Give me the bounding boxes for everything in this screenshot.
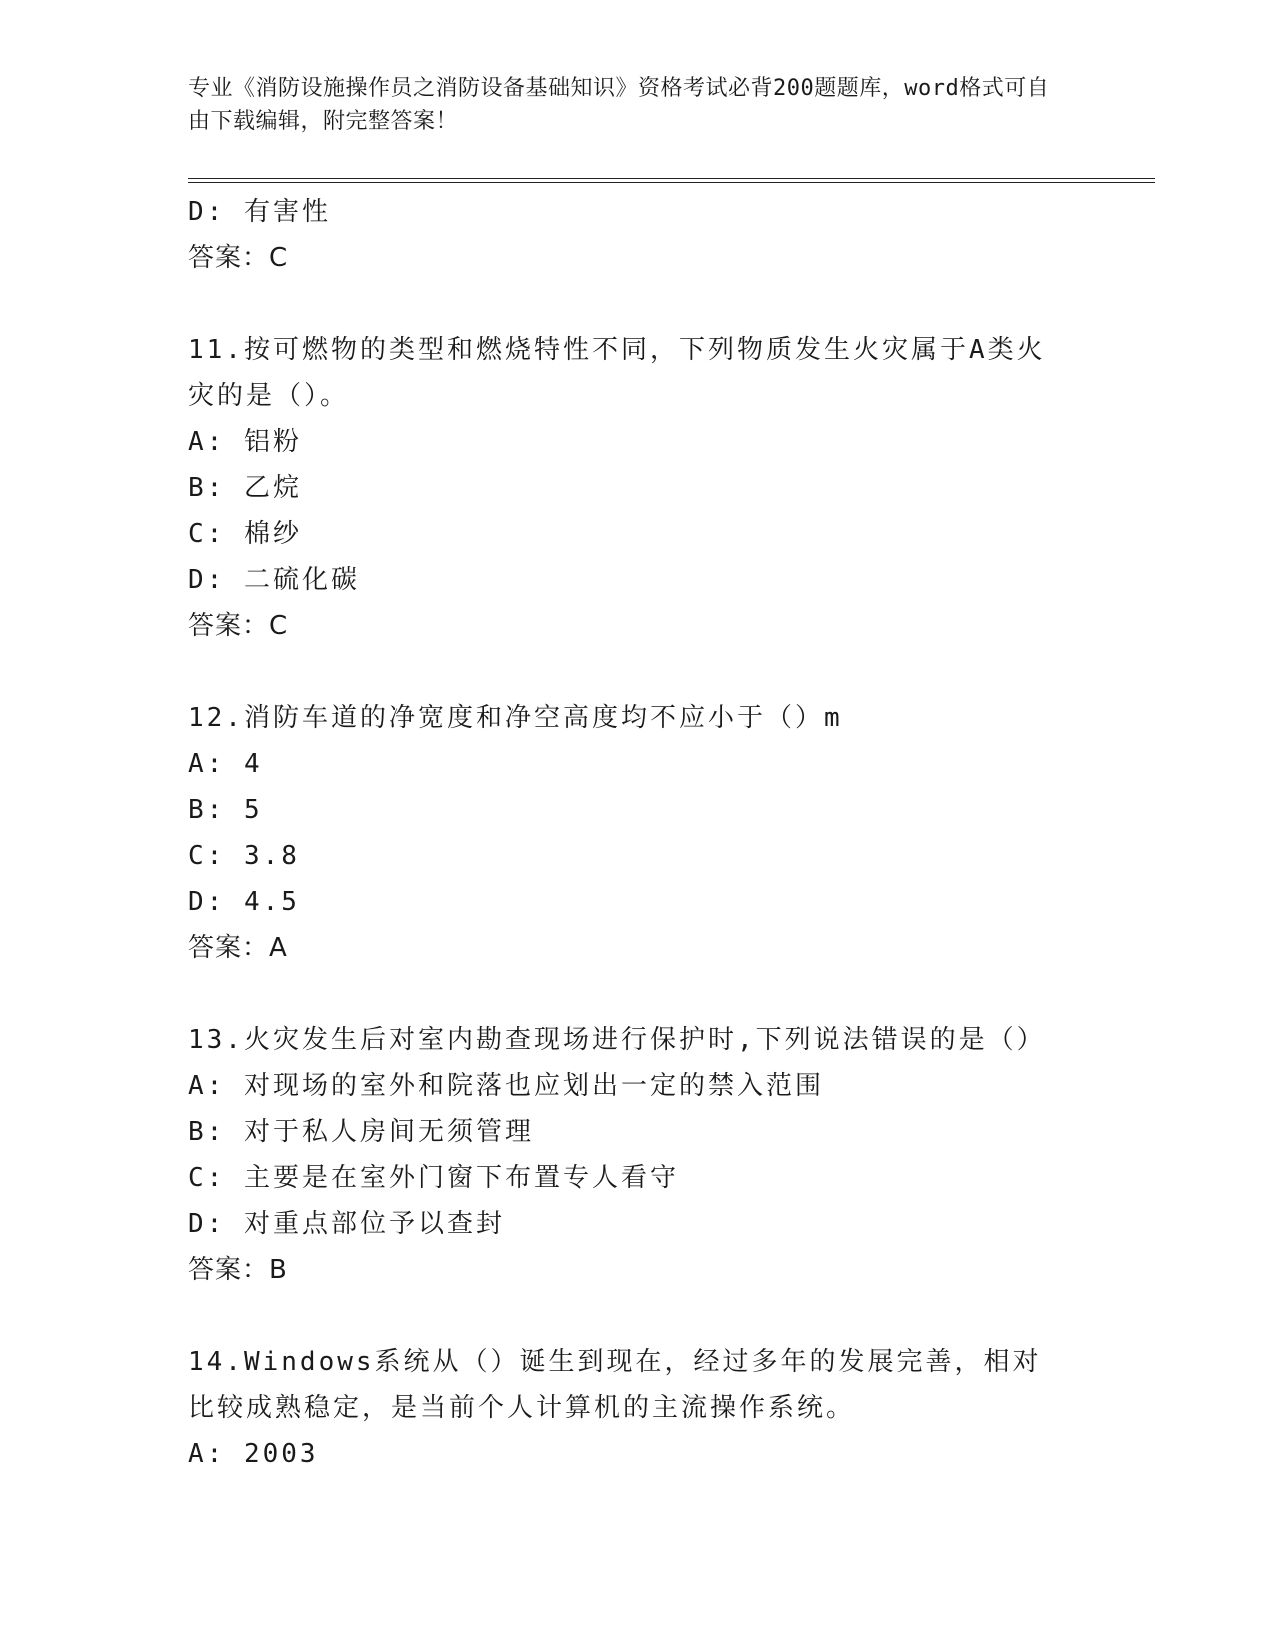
question-text: 12.消防车道的净宽度和净空高度均不应小于（）m <box>188 703 843 733</box>
header-divider <box>188 178 1155 183</box>
question-text: 14.Windows系统从（）诞生到现在，经过多年的发展完善，相对比较成熟稳定，是当前个人计算机的主流操作系统。 <box>188 1347 1042 1423</box>
question-block <box>188 695 1088 971</box>
document-header: 专业《消防设施操作员之消防设备基础知识》资格考试必背200题题库，word格式可自由下载编辑，附完整答案！ <box>188 76 1050 134</box>
option-c: C: 棉纱 <box>188 519 302 549</box>
option-a: A: 4 <box>188 749 263 779</box>
spacer <box>188 1293 1088 1339</box>
question-text: 11.按可燃物的类型和燃烧特性不同，下列物质发生火灾属于A类火灾的是（）。 <box>188 335 1046 411</box>
spacer <box>188 281 1088 327</box>
question-block <box>188 1017 1088 1293</box>
option-a: A: 对现场的室外和院落也应划出一定的禁入范围 <box>188 1071 824 1101</box>
option-b: B: 对于私人房间无须管理 <box>188 1117 534 1147</box>
previous-option-d: D: 有害性 <box>188 197 331 227</box>
question-block <box>188 1339 1088 1477</box>
option-c: C: 3.8 <box>188 841 300 871</box>
answer-line: 答案：C <box>188 611 289 641</box>
option-d: D: 对重点部位予以查封 <box>188 1209 505 1239</box>
option-c: C: 主要是在室外门窗下布置专人看守 <box>188 1163 679 1193</box>
previous-answer: 答案：C <box>188 243 289 273</box>
option-a: A: 2003 <box>188 1439 319 1469</box>
spacer <box>188 649 1088 695</box>
question-list <box>188 189 1088 1477</box>
answer-line: 答案：A <box>188 933 288 963</box>
option-d: D: 4.5 <box>188 887 300 917</box>
question-text: 13.火灾发生后对室内勘查现场进行保护时,下列说法错误的是（） <box>188 1025 1046 1055</box>
option-b: B: 乙烷 <box>188 473 302 503</box>
answer-line: 答案：B <box>188 1255 288 1285</box>
question-block <box>188 327 1088 649</box>
option-b: B: 5 <box>188 795 263 825</box>
spacer <box>188 971 1088 1017</box>
option-a: A: 铝粉 <box>188 427 302 457</box>
option-d: D: 二硫化碳 <box>188 565 360 595</box>
